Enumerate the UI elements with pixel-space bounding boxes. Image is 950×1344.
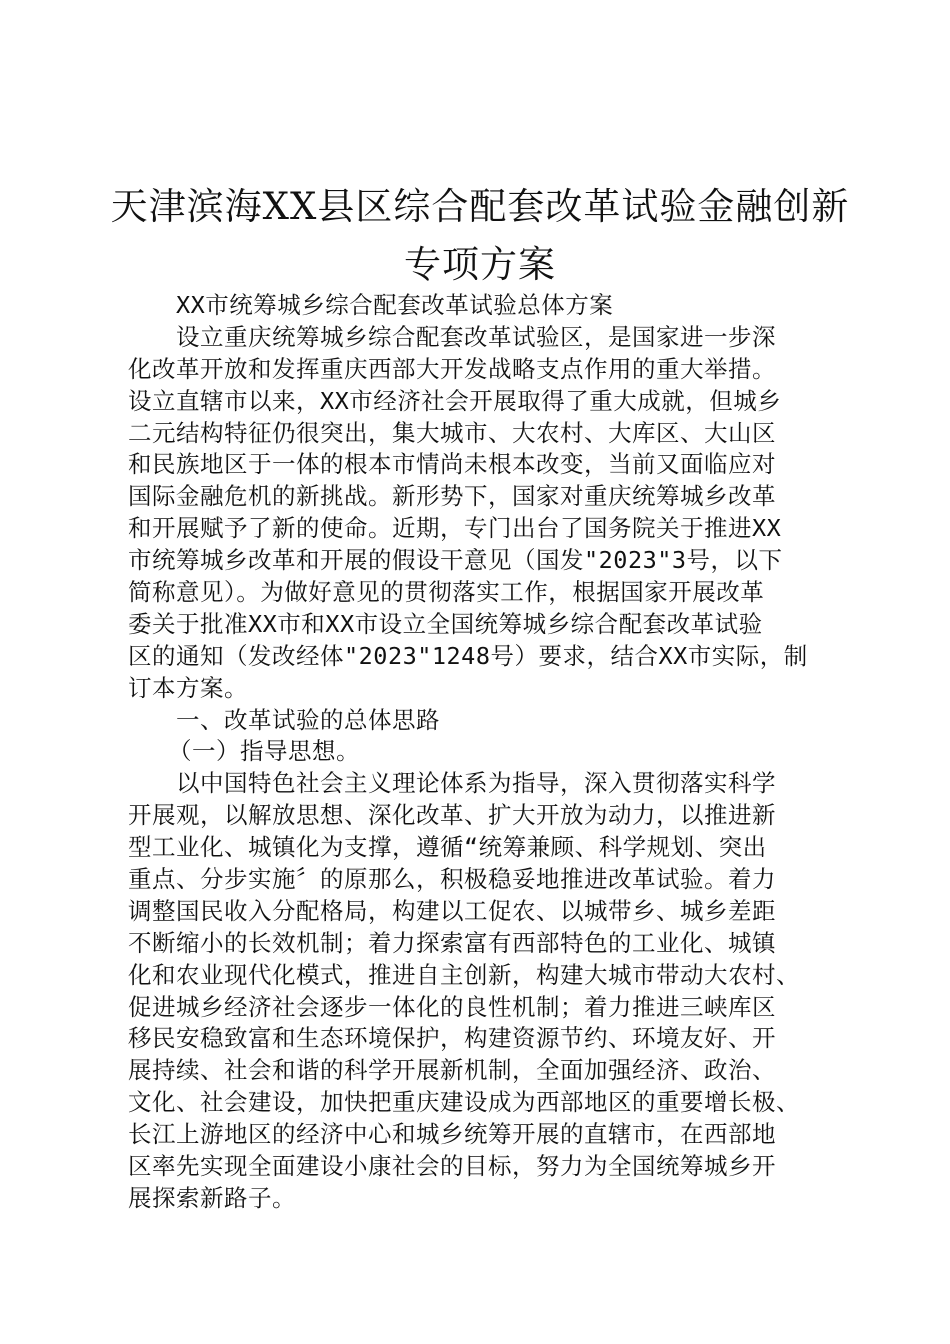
paragraph-2-line: 型工业化、城镇化为支撑，遵循“统筹兼顾、科学规划、突出: [128, 833, 767, 862]
subtitle: XX市统筹城乡综合配套改革试验总体方案: [176, 291, 614, 319]
paragraph-2-line: 促进城乡经济社会逐步一体化的良性机制；着力推进三峡库区: [128, 992, 776, 1021]
paragraph-1-line: 市统筹城乡改革和开展的假设干意见（国发"2023"3号，以下: [128, 546, 783, 575]
paragraph-1-line: 二元结构特征仍很突出，集大城市、大农村、大库区、大山区: [128, 418, 776, 447]
paragraph-1-line: 订本方案。: [128, 673, 248, 702]
subsection-heading: （一）指导思想。: [168, 737, 360, 766]
paragraph-2-line: 长江上游地区的经济中心和城乡统筹开展的直辖市，在西部地: [128, 1120, 776, 1149]
paragraph-1-line: 和开展赋予了新的使命。近期，专门出台了国务院关于推进XX: [128, 514, 782, 543]
paragraph-2-line: 区率先实现全面建设小康社会的目标，努力为全国统筹城乡开: [128, 1152, 776, 1181]
paragraph-2-line: 展探索新路子。: [128, 1183, 296, 1212]
paragraph-1-line: 委关于批准XX市和XX市设立全国统筹城乡综合配套改革试验: [128, 609, 763, 638]
title-line-1: 天津滨海XX县区综合配套改革试验金融创新: [110, 185, 850, 228]
paragraph-1-line: 国际金融危机的新挑战。新形势下，国家对重庆统筹城乡改革: [128, 482, 776, 511]
paragraph-1-line: 设立直辖市以来，XX市经济社会开展取得了重大成就，但城乡: [128, 386, 782, 415]
title-line-2: 专项方案: [404, 243, 556, 286]
paragraph-2-line: 重点、分步实施〞的原那么，积极稳妥地推进改革试验。着力: [128, 865, 776, 894]
section-heading: 一、改革试验的总体思路: [176, 705, 440, 734]
paragraph-2-line: 不断缩小的长效机制；着力探索富有西部特色的工业化、城镇: [128, 928, 776, 957]
paragraph-2-line: 以中国特色社会主义理论体系为指导，深入贯彻落实科学: [176, 769, 776, 798]
paragraph-1-line: 和民族地区于一体的根本市情尚未根本改变，当前又面临应对: [128, 450, 776, 479]
document-body: [128, 290, 836, 1215]
paragraph-1-line: 化改革开放和发挥重庆西部大开发战略支点作用的重大举措。: [128, 354, 776, 383]
document-title: [100, 178, 860, 294]
paragraph-2-line: 化和农业现代化模式，推进自主创新，构建大城市带动大农村、: [128, 960, 800, 989]
paragraph-2-line: 移民安稳致富和生态环境保护，构建资源节约、环境友好、开: [128, 1024, 776, 1053]
paragraph-2-line: 展持续、社会和谐的科学开展新机制，全面加强经济、政治、: [128, 1056, 776, 1085]
paragraph-2-line: 开展观，以解放思想、深化改革、扩大开放为动力，以推进新: [128, 801, 776, 830]
paragraph-2-line: 文化、社会建设，加快把重庆建设成为西部地区的重要增长极、: [128, 1088, 800, 1117]
paragraph-1-line: 区的通知（发改经体"2023"1248号）要求，结合XX市实际，制: [128, 641, 808, 670]
paragraph-1-line: 简称意见）。为做好意见的贯彻落实工作，根据国家开展改革: [128, 578, 765, 607]
paragraph-1-line: 设立重庆统筹城乡综合配套改革试验区，是国家进一步深: [176, 322, 776, 351]
paragraph-2-line: 调整国民收入分配格局，构建以工促农、以城带乡、城乡差距: [128, 896, 776, 925]
